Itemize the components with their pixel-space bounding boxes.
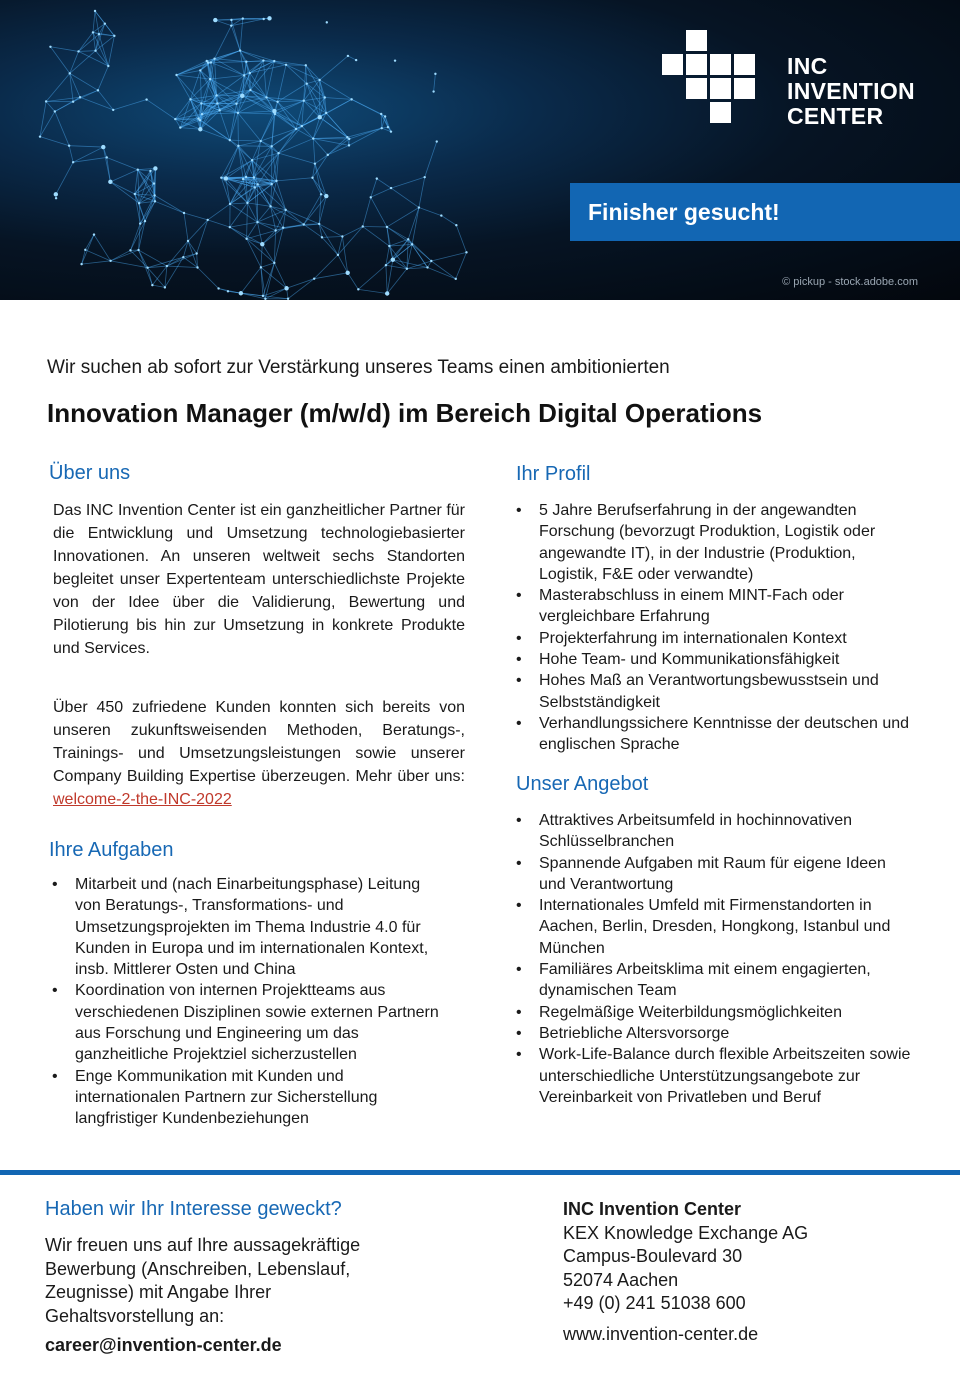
tasks-heading: Ihre Aufgaben [49,839,174,861]
list-item: • Enge Kommunikation mit Kunden und internationalen Partnern zur Sicherstellung langfristiger Kundenbeziehungen [51,1066,443,1130]
list-item: • Betriebliche Altersvorsorge [515,1023,915,1044]
list-item: • Verhandlungssichere Kenntnisse der deutschen und englischen Sprache [515,713,910,756]
list-item: • Attraktives Arbeitsumfeld in hochinnovativen Schlüsselbranchen [515,810,915,853]
inc-logo [662,30,922,130]
profile-list [515,500,910,756]
list-item: • Masterabschluss in einem MINT-Fach oder vergleichbare Erfahrung [515,585,910,628]
company-address [563,1198,808,1316]
footer-text: Wir freuen uns auf Ihre aussagekräftige Bewerbung (Anschreiben, Lebenslauf, Zeugnisse) mit Angabe Ihrer Gehaltsvorstellung an: [45,1235,361,1326]
about-heading: Über uns [49,462,131,484]
offer-heading: Unser Angebot [516,773,649,795]
list-item: • Familiäres Arbeitsklima mit einem engagierten, dynamischen Team [515,959,915,1002]
list-item: • 5 Jahre Berufserfahrung in der angewandten Forschung (bevorzugt Produktion, Logistik oder angewandte IT), in der Industrie (Produktion, Logistik, F&E oder verwandte) [515,500,910,585]
tasks-list [51,874,443,1130]
list-item: • Internationales Umfeld mit Firmenstandorten in Aachen, Berlin, Dresden, Hongkong, Istanbul und München [515,895,915,959]
image-credit: © pickup - stock.adobe.com [782,276,918,288]
list-item: • Regelmäßige Weiterbildungsmöglichkeiten [515,1002,915,1023]
footer-heading: Haben wir Ihr Interesse geweckt? [45,1198,342,1220]
job-title: Innovation Manager (m/w/d) im Bereich Digital Operations [47,398,763,428]
list-item: • Work-Life-Balance durch flexible Arbeitszeiten sowie unterschiedliche Unterstützungsangebote zur Vereinbarkeit von Privatleben und Beruf [515,1044,915,1108]
intro-text: Wir suchen ab sofort zur Verstärkung unseres Teams einen ambitionierten [47,357,670,378]
logo-text: INC INVENTION CENTER [787,53,915,129]
address-line: KEX Knowledge Exchange AG [563,1222,809,1243]
phone-number: +49 (0) 241 51038 600 [563,1293,746,1313]
website-link[interactable]: www.invention-center.de [563,1324,759,1344]
list-item: • Koordination von internen Projektteams aus verschiedenen Disziplinen sowie externen Partnern aus Forschung und Engineering um das ganzheitliche Projektziel sicherzustellen [51,980,443,1065]
list-item: • Hohes Maß an Verantwortungsbewusstsein und Selbstständigkeit [515,670,910,713]
list-item: • Hohe Team- und Kommunikationsfähigkeit [515,649,910,670]
about-link[interactable]: welcome-2-the-INC-2022 [53,791,232,808]
list-item: • Projekterfahrung im internationalen Kontext [515,628,910,649]
about-paragraph-1: Das INC Invention Center ist ein ganzheitlicher Partner für die Entwicklung und Umsetzung technologiebasierter Innovationen. An unseren weltweit sechs Standorten begleitet unser Expertenteam unterschiedlichste Projekte von der Idee über die Validierung, Bewertung und Pilotierung bis hin zur Umsetzung in konkrete Produkte und Services. [53,502,465,657]
offer-list [515,810,915,1108]
about-paragraph-2: Über 450 zufriedene Kunden konnten sich bereits von unseren zukunftsweisenden Methoden, Beratungs-, Trainings- und Umsetzungsleistungen sowie unserer Company Building Expertise überzeugen. Mehr über uns: welcome-2-the-INC-2022 [53,699,465,808]
contact-email[interactable]: career@invention-center.de [45,1335,282,1355]
hero-banner [0,0,960,300]
profile-heading: Ihr Profil [516,463,591,485]
finisher-banner: Finisher gesucht! [570,183,960,241]
footer-divider [0,1170,960,1175]
list-item: • Spannende Aufgaben mit Raum für eigene Ideen und Verantwortung [515,853,915,896]
address-line: 52074 Aachen [563,1269,679,1290]
address-line: Campus-Boulevard 30 [563,1246,743,1266]
company-name: INC Invention Center [563,1199,742,1219]
list-item: • Mitarbeit und (nach Einarbeitungsphase) Leitung von Beratungs-, Transformations- und Umsetzungsprojekten im Thema Industrie 4.0 für Kunden in Europa und im internationalen Kontext, insb. Mittlerer Osten und China [51,874,443,980]
